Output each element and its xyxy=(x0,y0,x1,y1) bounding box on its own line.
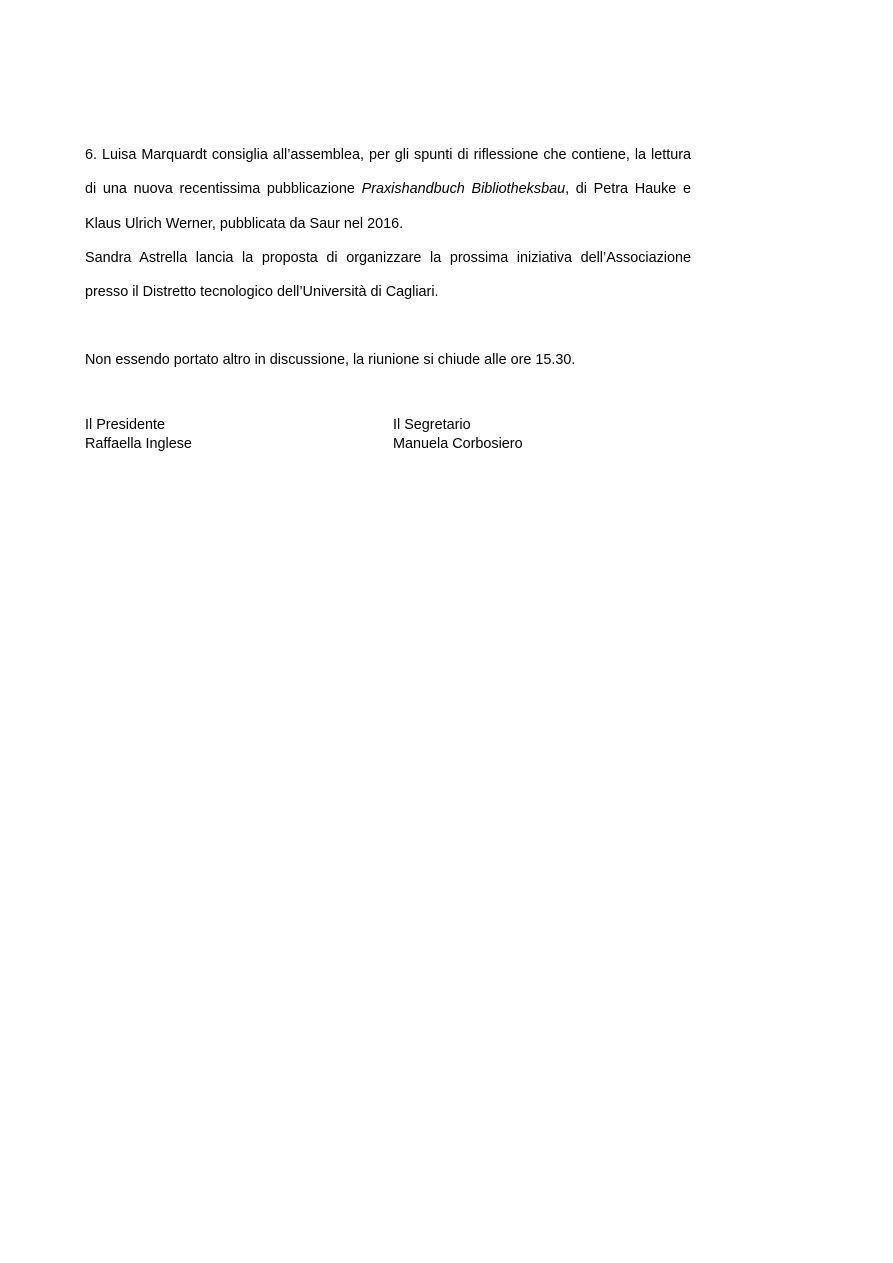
item-6-paragraph xyxy=(85,138,691,241)
document-body xyxy=(85,138,691,378)
proposal-paragraph: Sandra Astrella lancia la proposta di organizzare la prossima iniziativa dell’Associazione presso il Distretto tecnologico dell’Università di Cagliari. xyxy=(85,249,691,301)
president-name: Raffaella Inglese xyxy=(85,435,192,452)
president-role: Il Presidente xyxy=(85,417,165,433)
secretary-role: Il Segretario xyxy=(393,417,471,433)
item-6-text-end: , di Petra Hauke e Klaus Ulrich Werner, pubblicata da Saur nel 2016. xyxy=(85,181,691,232)
book-title: Praxishandbuch Bibliotheksbau xyxy=(361,181,566,198)
signature-president xyxy=(85,416,192,453)
secretary-name: Manuela Corbosiero xyxy=(393,435,523,452)
closing-paragraph: Non essendo portato altro in discussione, la riunione si chiude alle ore 15.30. xyxy=(85,352,576,369)
signature-secretary xyxy=(393,416,523,453)
paragraph-spacer xyxy=(85,309,691,343)
item-6-text-start: 6. Luisa Marquardt consiglia all’assemblea, per gli spunti di riflessione che contiene, la lettura di una nuova recentissima pubblicazione xyxy=(85,147,691,198)
